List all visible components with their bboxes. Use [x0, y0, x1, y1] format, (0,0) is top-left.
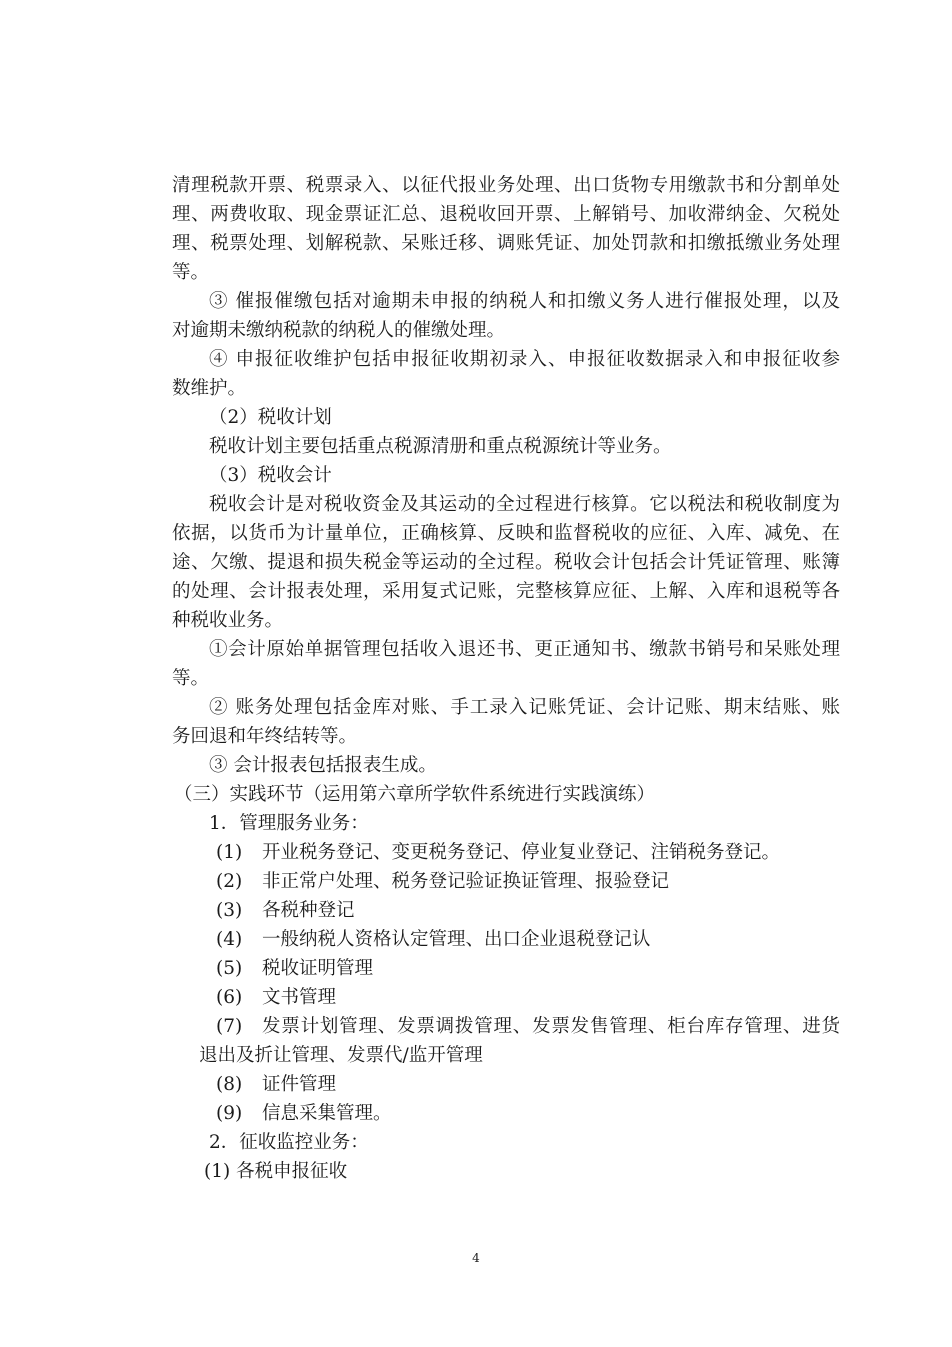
paragraph-line: 税收计划主要包括重点税源清册和重点税源统计等业务。: [209, 436, 672, 457]
section-heading: （三）实践环节（运用第六章所学软件系统进行实践演练）: [174, 784, 656, 805]
list-item-number: (2): [216, 871, 243, 892]
list-item-text: 信息采集管理。: [262, 1103, 392, 1124]
section-heading: （2）税收计划: [209, 407, 332, 428]
paragraph-line: ④ 申报征收维护包括申报征收期初录入、申报征收数据录入和申报征收参: [209, 349, 840, 370]
list-item-text: 各税种登记: [262, 900, 355, 921]
list-item-text: 发票计划管理、发票调拨管理、发票发售管理、柜台库存管理、进货: [262, 1016, 840, 1037]
list-item-number: (5): [216, 958, 243, 979]
paragraph-line: ③ 会计报表包括报表生成。: [209, 755, 437, 776]
paragraph-line: 务回退和年终结转等。: [172, 726, 358, 747]
list-item-text: 一般纳税人资格认定管理、出口企业退税登记认: [262, 929, 651, 950]
list-item-text: 文书管理: [262, 987, 337, 1008]
paragraph-line: 理、税票处理、划解税款、呆账迁移、调账凭证、加处罚款和扣缴抵缴业务处理: [172, 233, 840, 254]
list-item-text: (1) 各税申报征收: [204, 1161, 348, 1182]
list-item-text: 税收证明管理: [262, 958, 374, 979]
list-item-number: (6): [216, 987, 243, 1008]
list-item-continuation: 退出及折让管理、发票代/监开管理: [199, 1045, 483, 1066]
paragraph-line: 的处理、会计报表处理，采用复式记账，完整核算应征、上解、入库和退税等各: [172, 581, 840, 602]
list-item-text: 开业税务登记、变更税务登记、停业复业登记、注销税务登记。: [262, 842, 781, 863]
paragraph-line: 理、两费收取、现金票证汇总、退税收回开票、上解销号、加收滞纳金、欠税处: [172, 204, 840, 225]
subsection-heading: 2．征收监控业务：: [209, 1132, 369, 1153]
paragraph-line: 种税收业务。: [172, 610, 284, 631]
list-item-number: (3): [216, 900, 243, 921]
paragraph-line: 等。: [172, 668, 210, 689]
list-item-number: (4): [216, 929, 243, 950]
paragraph-line: ③ 催报催缴包括对逾期未申报的纳税人和扣缴义务人进行催报处理，以及: [209, 291, 840, 312]
paragraph-line: 清理税款开票、税票录入、以征代报业务处理、出口货物专用缴款书和分割单处: [172, 175, 840, 196]
paragraph-line: ② 账务处理包括金库对账、手工录入记账凭证、会计记账、期末结账、账: [209, 697, 840, 718]
section-heading: （3）税收会计: [209, 465, 332, 486]
list-item-text: 非正常户处理、税务登记验证换证管理、报验登记: [262, 871, 670, 892]
page-number: 4: [472, 1251, 480, 1265]
paragraph-line: ①会计原始单据管理包括收入退还书、更正通知书、缴款书销号和呆账处理: [209, 639, 840, 660]
list-item-number: (9): [216, 1103, 243, 1124]
paragraph-line: 对逾期未缴纳税款的纳税人的催缴处理。: [172, 320, 506, 341]
list-item-text: 证件管理: [262, 1074, 337, 1095]
paragraph-line: 途、欠缴、提退和损失税金等运动的全过程。税收会计包括会计凭证管理、账簿: [172, 552, 840, 573]
list-item-number: (1): [216, 842, 243, 863]
paragraph-line: 税收会计是对税收资金及其运动的全过程进行核算。它以税法和税收制度为: [209, 494, 840, 515]
list-item-number: (8): [216, 1074, 243, 1095]
paragraph-line: 等。: [172, 262, 210, 283]
list-item-number: (7): [216, 1016, 243, 1037]
subsection-heading: 1．管理服务业务：: [209, 813, 369, 834]
paragraph-line: 依据，以货币为计量单位，正确核算、反映和监督税收的应征、入库、减免、在: [172, 523, 840, 544]
paragraph-line: 数维护。: [172, 378, 247, 399]
